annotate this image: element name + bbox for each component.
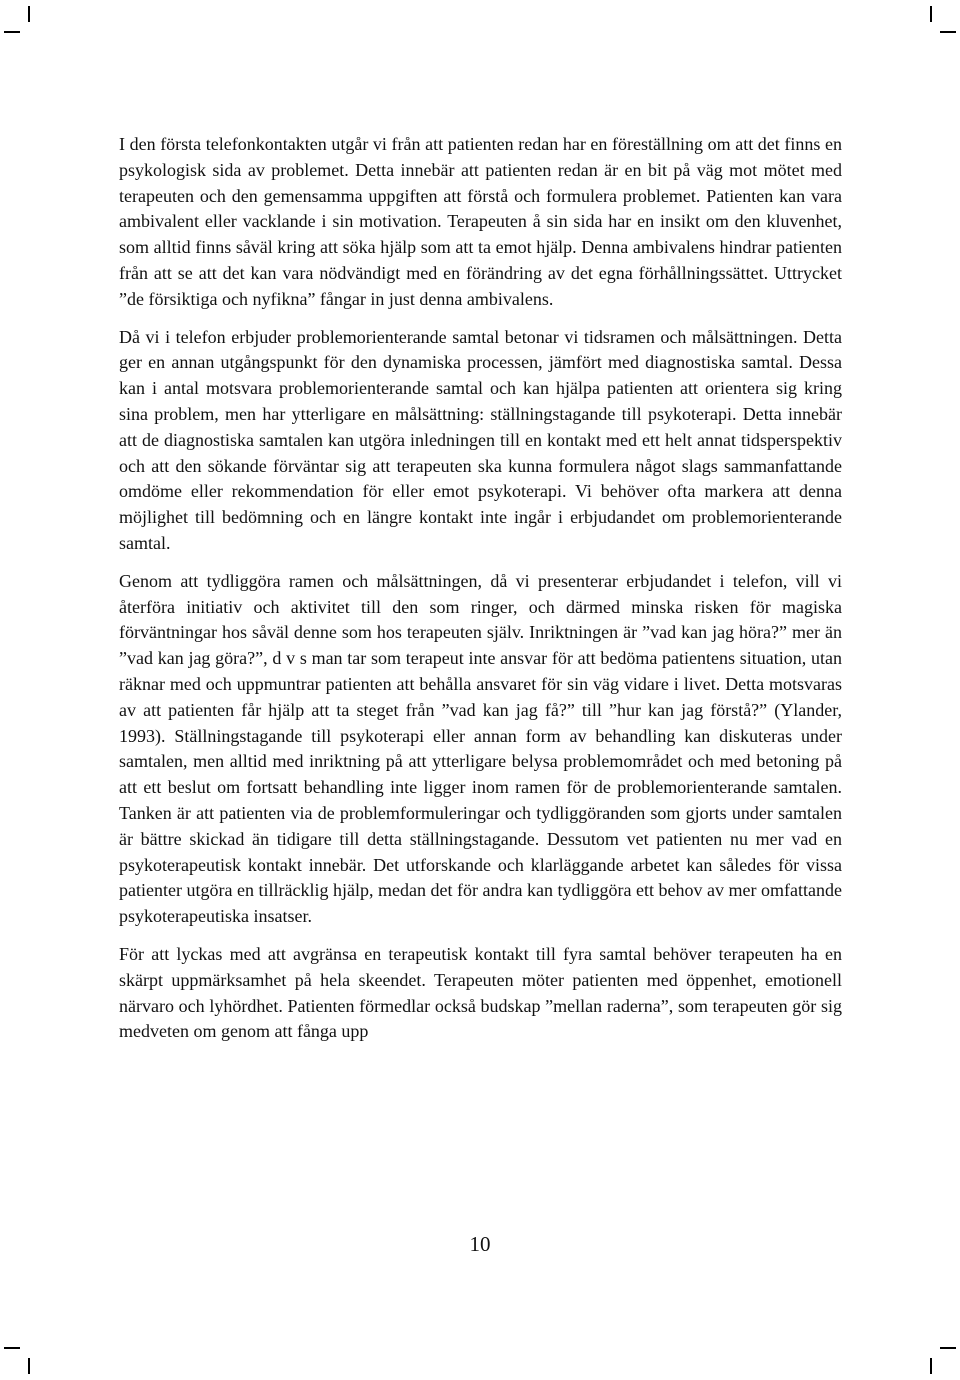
page-number: 10 — [469, 1232, 491, 1256]
crop-mark-bottom-left-horizontal — [4, 1347, 20, 1349]
crop-mark-bottom-right-vertical — [930, 1358, 932, 1374]
crop-mark-top-left-horizontal — [4, 31, 20, 33]
crop-mark-top-right-vertical — [930, 6, 932, 22]
paragraph-4: För att lyckas med att avgränsa en terapeutisk kontakt till fyra samtal behöver terapeuten ha en skärpt uppmärksamhet på hela skeendet. Terapeuten möter patienten med öppenhet, emotionell närvaro och lyhördhet. Patienten förmedlar också budskap ”mellan raderna”, som terapeuten gör sig medveten om genom att fånga upp — [119, 943, 842, 1042]
crop-mark-top-right-horizontal — [940, 31, 956, 33]
crop-mark-bottom-right-horizontal — [940, 1347, 956, 1349]
body-text — [119, 132, 842, 1057]
paragraph-1: I den första telefonkontakten utgår vi från att patienten redan har en föreställning om att det finns en psykologisk sida av problemet. Detta innebär att patienten redan är en bit på väg mot mötet med terapeuten och den gemensamma uppgiften att förstå och formulera problemet. Patienten kan vara ambivalent eller vacklande i sin motivation. Terapeuten å sin sida har en insikt om den kluvenhet, som alltid finns såväl kring att söka hjälp som att ta emot hjälp. Denna ambivalens hindrar patienten från att se att det kan vara nödvändigt med en förändring av det egna förhållningssättet. Uttrycket ”de försiktiga och nyfikna” fångar in just denna ambivalens. — [119, 134, 842, 309]
crop-mark-bottom-left-vertical — [28, 1358, 30, 1374]
paragraph-3: Genom att tydliggöra ramen och målsättningen, då vi presenterar erbjudandet i telefon, vill vi återföra initiativ och aktivitet till den som ringer, och därmed minska risken för magiska förväntningar hos såväl denne som hos terapeuten själv. Inriktningen är ”vad kan jag höra?” mer än ”vad kan jag göra?”, d v s man tar som terapeut inte ansvar för att bedöma patientens situation, utan räknar med och uppmuntrar patienten att behålla ansvaret för sin väg vidare i livet. Detta motsvaras av att patienten får hjälp att ta steget från ”vad kan jag få?” till ”hur kan jag förstå?” (Ylander, 1993). Ställningstagande till psykoterapi eller annan form av behandling kan diskuteras under samtalen, men alltid med inriktning på att ytterligare belysa problemområdet och med betoning på att ett beslut om fortsatt behandling inte ligger inom ramen för de problemorienterande samtalen. Tanken är att patienten via de problemformuleringar och tydliggöranden som gjorts under samtalen är bättre skickad än tidigare till detta ställningstagande. Dessutom vet patienten nu mer vad en psykoterapeutisk kontakt innebär. Det utforskande och klarläggande arbetet kan således för vissa patienter utgöra en tillräcklig hjälp, medan det för andra kan tydliggöra ett behov av mer omfattande psykoterapeutiska insatser. — [119, 570, 842, 927]
paragraph-2: Då vi i telefon erbjuder problemorienterande samtal betonar vi tidsramen och målsättningen. Detta ger en annan utgångspunkt för den dynamiska processen, jämfört med diagnostiska samtal. Dessa kan i antal motsvara problemorienterande samtal och kan hjälpa patienten att orientera sig kring sina problem, men har ytterligare en målsättning: ställningstagande till psykoterapi. Detta innebär att de diagnostiska samtalen kan utgöra inledningen till en kontakt med ett helt annat tidsperspektiv och att den sökande förväntar sig att terapeuten ska kunna formulera något slags sammanfattande omdöme eller rekommendation för eller emot psykoterapi. Vi behöver ofta markera att denna möjlighet till bedömning och en längre kontakt inte ingår i erbjudandet om problemorienterande samtal. — [119, 326, 842, 553]
crop-mark-top-left-vertical — [28, 6, 30, 22]
